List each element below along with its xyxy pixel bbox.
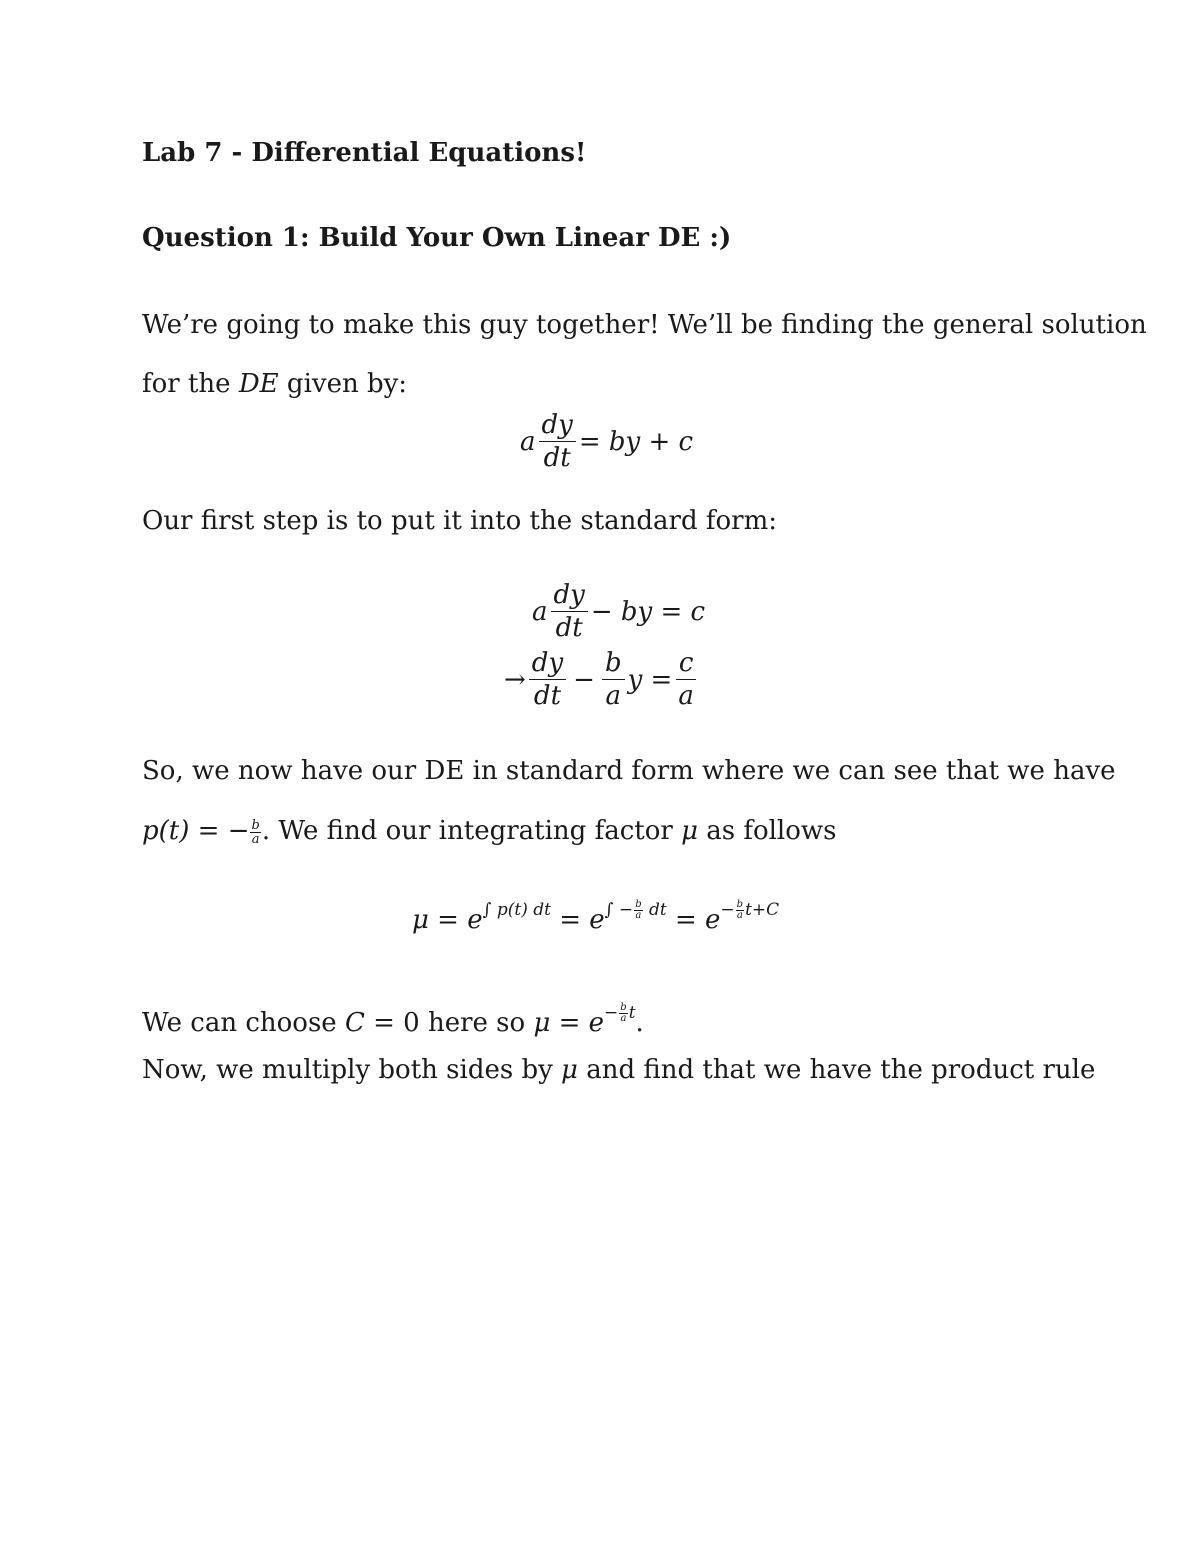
eq1-derivative xyxy=(539,410,576,473)
eq3-b-over-a xyxy=(602,648,625,711)
period: . xyxy=(635,1008,644,1038)
arrow-symbol: → xyxy=(504,664,526,695)
standard-form-intro: Our first step is to put it into the standard form: xyxy=(142,506,777,536)
equation-standard-form xyxy=(504,648,700,711)
intro-line-1: We’re going to make this guy together! We’ll be finding the general solution xyxy=(142,310,1147,340)
eq4-equals-e-1: = e xyxy=(550,905,605,935)
eq3-denominator-3: a xyxy=(678,681,694,711)
product-rule-text: and find that we have the product rule xyxy=(577,1055,1096,1085)
mu-exp-suffix: t xyxy=(628,1003,636,1023)
standard-form-paragraph-line-1: So, we now have our DE in standard form where we can see that we have xyxy=(142,756,1116,786)
eq3-derivative xyxy=(529,648,566,711)
eq4-exp2-a: a xyxy=(635,910,642,921)
eq3-numerator-3: c xyxy=(676,648,697,680)
eq3-denominator-1: dt xyxy=(533,681,562,711)
mu-exp-fraction xyxy=(619,1003,627,1024)
equation-original-de xyxy=(520,410,693,473)
choose-text: We can choose xyxy=(142,1008,345,1038)
mu-exp-b: b xyxy=(620,1002,627,1013)
inline-b: b xyxy=(251,817,260,833)
mu-exp-a: a xyxy=(620,1013,627,1024)
mu-exponent xyxy=(604,1003,636,1023)
mu-exp-prefix: − xyxy=(604,1003,619,1023)
eq4-equals-e-2: = e xyxy=(666,905,721,935)
eq4-exp3-a: a xyxy=(736,910,743,921)
mu-equals-e: μ = e xyxy=(533,1008,605,1038)
eq2-coefficient: a xyxy=(532,596,548,627)
eq3-denominator-2: a xyxy=(605,681,622,711)
eq3-minus: − xyxy=(573,664,595,695)
eq4-exp2-b: b xyxy=(635,899,642,910)
inline-a: a xyxy=(251,831,260,847)
eq4-lhs: μ = e xyxy=(412,905,483,935)
equation-rearranged xyxy=(532,580,705,643)
mu-symbol: μ xyxy=(681,816,698,846)
eq4-exponent-2 xyxy=(605,900,667,920)
product-rule-line xyxy=(142,1053,1096,1087)
eq2-rest: − by = c xyxy=(590,596,706,627)
eq4-exp2-prefix: ∫ − xyxy=(604,900,634,920)
eq4-exp2-fraction xyxy=(634,900,642,921)
mu-symbol-2: μ xyxy=(561,1055,578,1085)
eq3-numerator-1: dy xyxy=(529,648,566,680)
eq1-rhs: = by + c xyxy=(578,426,694,457)
eq4-exp3-b: b xyxy=(736,899,744,910)
zero-here-text: = 0 here so xyxy=(364,1008,534,1038)
eq3-y-equals: y = xyxy=(627,664,673,695)
inline-b-over-a xyxy=(250,819,260,846)
eq2-derivative xyxy=(551,580,588,643)
eq1-coefficient: a xyxy=(520,426,536,457)
eq3-numerator-2: b xyxy=(602,648,625,680)
lab-title: Lab 7 - Differential Equations! xyxy=(142,138,587,168)
intro-text-pre: for the xyxy=(142,369,239,399)
multiply-text: Now, we multiply both sides by xyxy=(142,1055,562,1085)
p-of-t: p(t) = − xyxy=(142,816,250,846)
eq4-exp3-fraction xyxy=(736,900,744,921)
eq4-exponent-3 xyxy=(720,900,779,920)
choose-c-line xyxy=(142,996,644,1040)
eq4-exp2-suffix: dt xyxy=(643,900,667,920)
eq4-exp3-prefix: − xyxy=(720,900,735,920)
eq2-denominator: dt xyxy=(555,613,583,643)
as-follows-text: as follows xyxy=(697,816,837,846)
intro-line-2 xyxy=(142,367,407,401)
eq3-c-over-a xyxy=(675,648,697,711)
question-heading: Question 1: Build Your Own Linear DE :) xyxy=(142,223,732,253)
constant-c: C xyxy=(344,1008,365,1038)
eq4-exp3-suffix: t+C xyxy=(745,900,780,920)
eq1-numerator: dy xyxy=(539,410,576,442)
de-symbol: DE xyxy=(238,369,279,399)
standard-form-paragraph-line-2 xyxy=(142,814,837,848)
equation-integrating-factor xyxy=(412,900,779,935)
eq4-exponent-1: ∫ p(t) dt xyxy=(482,900,551,920)
intro-text-post: given by: xyxy=(278,369,408,399)
integrating-factor-text: . We find our integrating factor xyxy=(261,816,682,846)
eq2-numerator: dy xyxy=(551,580,588,612)
eq1-denominator: dt xyxy=(543,443,571,473)
